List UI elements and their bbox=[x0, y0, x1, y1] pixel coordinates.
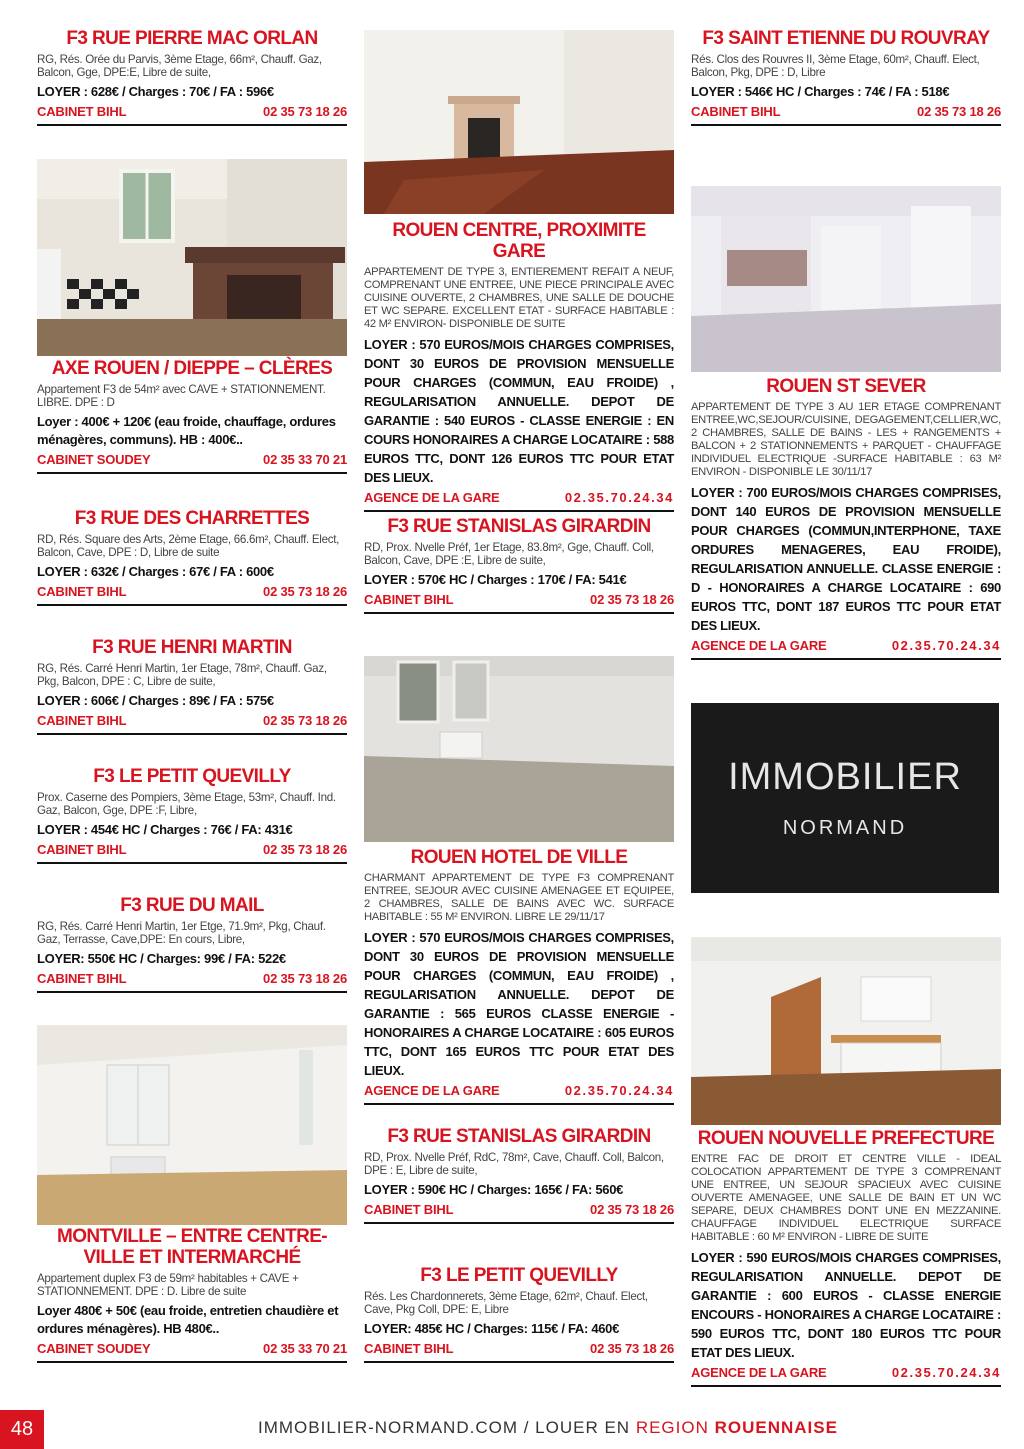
listing-contact bbox=[37, 452, 347, 474]
listing-title: AXE ROUEN / DIEPPE – CLÈRES bbox=[51, 358, 333, 379]
listing-card[interactable] bbox=[364, 1126, 674, 1224]
agency-phone[interactable]: 02 35 73 18 26 bbox=[590, 592, 674, 607]
page-number: 48 bbox=[0, 1410, 44, 1449]
listing-title: F3 RUE DES CHARRETTES bbox=[74, 508, 310, 529]
agency-name: CABINET SOUDEY bbox=[37, 452, 151, 467]
listing-contact bbox=[37, 713, 347, 735]
listing-rent: LOYER: 485€ HC / Charges: 115€ / FA: 460€ bbox=[364, 1321, 620, 1336]
footer-region-word: REGION bbox=[635, 1418, 715, 1437]
agency-name: CABINET BIHL bbox=[37, 842, 127, 857]
listing-photo bbox=[691, 937, 1001, 1125]
listing-description: RG, Rés. Carré Henri Martin, 1er Etage, 78m², Chauff. Gaz, Pkg, Balcon, DPE : C, Libre de suite, bbox=[37, 662, 327, 688]
listing-description: Rés. Les Chardonnerets, 3ème Etage, 62m², Chauf. Elect, Cave, Pkg Coll, DPE: E, Libre bbox=[364, 1290, 648, 1316]
footer-site[interactable]: IMMOBILIER-NORMAND.COM / LOUER EN bbox=[258, 1418, 636, 1437]
listing-title: ROUEN NOUVELLE PREFECTURE bbox=[697, 1128, 995, 1149]
agency-phone[interactable]: 02 35 73 18 26 bbox=[917, 104, 1001, 119]
agency-phone[interactable]: 02 35 33 70 21 bbox=[263, 452, 347, 467]
listing-card[interactable] bbox=[37, 28, 347, 126]
listing-description: Appartement duplex F3 de 59m² habitables + CAVE + STATIONNEMENT. DPE : D. Libre de suite bbox=[37, 1272, 299, 1298]
listing-rent: Loyer : 400€ + 120€ (eau froide, chauffage, ordures ménagères, communs). HB : 400€.. bbox=[37, 414, 336, 447]
listing-photo bbox=[37, 1025, 347, 1225]
listing-description: Rés. Clos des Rouvres II, 3ème Etage, 60m², Chauff. Elect, Balcon, Pkg, DPE : D, Libre bbox=[691, 53, 980, 79]
listing-description: APPARTEMENT DE TYPE 3, ENTIEREMENT REFAIT A NEUF, COMPRENANT UNE ENTREE, UNE PIECE PRINCIPALE AVEC CUISINE OUVERTE, 2 CHAMBRES, UNE SALLE DE DOUCHE ET WC SEPARE. EXCELLENT ETAT - SURFACE HABITABLE : 42 M² ENVIRON- DISPONIBLE DE SUITE bbox=[364, 266, 674, 330]
listing-contact bbox=[364, 592, 674, 614]
listing-rent: LOYER : 570 EUROS/MOIS CHARGES COMPRISES, DONT 30 EUROS DE PROVISION MENSUELLE POUR CHARGES (COMMUN, EAU FROIDE) , REGULARISATION ANNUELLE. DEPOT DE GARANTIE : 565 EUROS CLASSE ENERGIE -HONORAIRES A CHARGE LOCATAIRE : 605 EUROS TTC, DONT 165 EUROS TTC POUR ETAT DES LIEUX. bbox=[364, 930, 674, 1078]
agency-name: CABINET BIHL bbox=[37, 104, 127, 119]
listing-photo bbox=[364, 656, 674, 842]
agency-name: AGENCE DE LA GARE bbox=[364, 1083, 500, 1098]
agency-phone[interactable]: 02 35 73 18 26 bbox=[590, 1202, 674, 1217]
listing-contact bbox=[364, 1202, 674, 1224]
listing-title: ROUEN ST SEVER bbox=[766, 376, 926, 397]
agency-phone[interactable]: 02 35 73 18 26 bbox=[263, 971, 347, 986]
listing-description: RD, Prox. Nvelle Préf, 1er Etage, 83.8m², Gge, Chauff. Coll, Balcon, Cave, DPE :E, Libre de suite, bbox=[364, 541, 654, 567]
agency-phone[interactable]: 02 35 73 18 26 bbox=[263, 584, 347, 599]
listing-description: RG, Rés. Carré Henri Martin, 1er Etge, 71.9m², Pkg, Chauf. Gaz, Terrasse, Cave,DPE: En cours, Libre, bbox=[37, 920, 326, 946]
listing-title: F3 LE PETIT QUEVILLY bbox=[420, 1265, 618, 1286]
listing-photo bbox=[691, 186, 1001, 372]
listing-description: Appartement F3 de 54m² avec CAVE + STATIONNEMENT. LIBRE. DPE : D bbox=[37, 383, 326, 409]
agency-name: CABINET BIHL bbox=[37, 713, 127, 728]
listing-title: ROUEN CENTRE, PROXIMITE GARE bbox=[392, 220, 646, 262]
agency-name: CABINET BIHL bbox=[364, 592, 454, 607]
listing-description: CHARMANT APPARTEMENT DE TYPE F3 COMPRENANT ENTREE, SEJOUR AVEC CUISINE AMENAGEE ET EQUIPEE, 2 CHAMBRES, SALLE DE BAINS AVEC WC. SURFACE HABITABLE : 55 M² ENVIRON. LIBRE LE 29/11/17 bbox=[364, 872, 674, 923]
listing-description: APPARTEMENT DE TYPE 3 AU 1ER ETAGE COMPRENANT ENTREE,WC,SEJOUR/CUISINE, DEGAGEMENT,CELLIER,WC, 2 CHAMBRES, SALLE DE BAINS - LES + RANGEMENTS + BALCON + 2 STATIONNEMENTS + PARQUET - CHAUFFAGE INDIVIDUEL ELECTRIQUE -SURFACE HABITABLE : 63 M² ENVIRON - DISPONIBLE LE 30/11/17 bbox=[691, 401, 1001, 478]
listing-description: RD, Rés. Square des Arts, 2ème Etage, 66.6m², Chauff. Elect, Balcon, Cave, DPE : D, Libre de suite bbox=[37, 533, 340, 559]
listing-card[interactable] bbox=[691, 376, 1001, 660]
page-footer bbox=[0, 1410, 1024, 1449]
listing-card[interactable] bbox=[37, 358, 347, 474]
listing-rent: LOYER : 628€ / Charges : 70€ / FA : 596€ bbox=[37, 84, 274, 99]
agency-phone[interactable]: 02 35 73 18 26 bbox=[263, 842, 347, 857]
listing-card[interactable] bbox=[37, 508, 347, 606]
logo-title: IMMOBILIER bbox=[728, 756, 962, 798]
agency-phone[interactable]: 02 35 73 18 26 bbox=[590, 1341, 674, 1356]
listing-rent: LOYER : 570€ HC / Charges : 170€ / FA: 541€ bbox=[364, 572, 627, 587]
listing-title: F3 RUE HENRI MARTIN bbox=[92, 637, 292, 658]
listing-rent: LOYER : 606€ / Charges : 89€ / FA : 575€ bbox=[37, 693, 274, 708]
listing-description: RG, Rés. Orée du Parvis, 3ème Etage, 66m², Chauff. Gaz, Balcon, Gge, DPE:E, Libre de suite, bbox=[37, 53, 322, 79]
listing-photo bbox=[37, 159, 347, 356]
listing-rent: LOYER : 700 EUROS/MOIS CHARGES COMPRISES, DONT 140 EUROS DE PROVISION MENSUELLE POUR CHARGES (COMMUN,INTERPHONE, TAXE ORDURES MENAGERES, EAU FROIDE), REGULARISATION ANNUELLE. CLASSE ENERGIE : D - HONORAIRES A CHARGE LOCATAIRE : 690 EUROS TTC, DONT 187 EUROS TTC POUR ETAT DES LIEUX. bbox=[691, 485, 1001, 633]
listing-card[interactable] bbox=[364, 516, 674, 614]
agency-phone[interactable]: 02.35.70.24.34 bbox=[891, 1365, 1001, 1380]
agency-phone[interactable]: 02 35 73 18 26 bbox=[263, 104, 347, 119]
listing-card[interactable] bbox=[691, 28, 1001, 126]
listing-card[interactable] bbox=[37, 895, 347, 993]
listing-description: ENTRE FAC DE DROIT ET CENTRE VILLE - IDEAL COLOCATION APPARTEMENT DE TYPE 3 COMPRENANT UNE ENTREE, UN SEJOUR SPACIEUX AVEC CUISINE OUVERTE AMENAGEE, UNE SALLE DE BAIN ET UN WC SEPARE, DEUX CHAMBRES DONT UNE EN MEZZANINE. CHAUFFAGE INDIVIDUEL ELECTRIQUE SURFACE HABITABLE : 60 M² ENVIRON - LIBRE DE SUITE bbox=[691, 1153, 1001, 1243]
listing-rent: LOYER: 550€ HC / Charges: 99€ / FA: 522€ bbox=[37, 951, 286, 966]
listing-title: F3 RUE STANISLAS GIRARDIN bbox=[387, 516, 651, 537]
listing-contact bbox=[691, 1365, 1001, 1387]
listing-description: Prox. Caserne des Pompiers, 3ème Etage, 53m², Chauff. Ind. Gaz, Balcon, Gge, DPE :F, Libre, bbox=[37, 791, 336, 817]
listing-card[interactable] bbox=[364, 220, 674, 512]
listing-title: F3 RUE DU MAIL bbox=[120, 895, 264, 916]
listing-title: F3 LE PETIT QUEVILLY bbox=[93, 766, 291, 787]
listing-title: F3 SAINT ETIENNE DU ROUVRAY bbox=[702, 28, 990, 49]
agency-name: CABINET SOUDEY bbox=[37, 1341, 151, 1356]
listing-contact bbox=[691, 104, 1001, 126]
logo-subtitle: NORMAND bbox=[782, 817, 908, 839]
footer-text bbox=[258, 1418, 838, 1438]
agency-name: CABINET BIHL bbox=[364, 1341, 454, 1356]
listing-card[interactable] bbox=[364, 847, 674, 1105]
listing-rent: Loyer 480€ + 50€ (eau froide, entretien chaudière et ordures ménagères). HB 480€.. bbox=[37, 1303, 339, 1336]
agency-name: CABINET BIHL bbox=[37, 584, 127, 599]
agency-phone[interactable]: 02.35.70.24.34 bbox=[564, 1083, 674, 1098]
agency-phone[interactable]: 02.35.70.24.34 bbox=[564, 490, 674, 505]
listing-rent: LOYER : 590€ HC / Charges: 165€ / FA: 560€ bbox=[364, 1182, 624, 1197]
listing-rent: LOYER : 454€ HC / Charges : 76€ / FA: 431€ bbox=[37, 822, 293, 837]
listing-rent: LOYER : 590 EUROS/MOIS CHARGES COMPRISES, REGULARISATION ANNUELLE. DEPOT DE GARANTIE : 600 EUROS - CLASSE ENERGIE ENCOURS - HONORAIRES A CHARGE LOCATAIRE : 590 EUROS TTC, DONT 180 EUROS TTC POUR ETAT DES LIEUX. bbox=[691, 1250, 1001, 1360]
agency-phone[interactable]: 02 35 33 70 21 bbox=[263, 1341, 347, 1356]
listing-card[interactable] bbox=[37, 766, 347, 864]
listing-card[interactable] bbox=[691, 1128, 1001, 1387]
listing-rent: LOYER : 570 EUROS/MOIS CHARGES COMPRISES, DONT 30 EUROS DE PROVISION MENSUELLE POUR CHARGES (COMMUN, EAU FROIDE) , REGULARISATION ANNUELLE. DEPOT DE GARANTIE : 540 EUROS - CLASSE ENERGIE : EN COURS HONORAIRES A CHARGE LOCATAIRE : 588 EUROS TTC, DONT 126 EUROS TTC POUR ETAT DES LIEUX. bbox=[364, 337, 674, 485]
agency-phone[interactable]: 02.35.70.24.34 bbox=[891, 638, 1001, 653]
listing-title: MONTVILLE – ENTRE CENTRE-VILLE ET INTERMARCHÉ bbox=[56, 1226, 327, 1268]
agency-phone[interactable]: 02 35 73 18 26 bbox=[263, 713, 347, 728]
listing-contact bbox=[37, 1341, 347, 1363]
listing-contact bbox=[37, 104, 347, 126]
listing-contact bbox=[37, 971, 347, 993]
listing-card[interactable] bbox=[37, 637, 347, 735]
brand-logo bbox=[691, 703, 999, 893]
agency-name: CABINET BIHL bbox=[691, 104, 781, 119]
listing-contact bbox=[364, 490, 674, 512]
listing-contact bbox=[364, 1341, 674, 1363]
listing-title: F3 RUE PIERRE MAC ORLAN bbox=[66, 28, 318, 49]
listing-card[interactable] bbox=[364, 1265, 674, 1363]
agency-name: CABINET BIHL bbox=[37, 971, 127, 986]
agency-name: AGENCE DE LA GARE bbox=[691, 1365, 827, 1380]
listing-rent: LOYER : 546€ HC / Charges : 74€ / FA : 518€ bbox=[691, 84, 950, 99]
listing-contact bbox=[364, 1083, 674, 1105]
listing-contact bbox=[691, 638, 1001, 660]
listing-photo bbox=[364, 30, 674, 214]
listing-contact bbox=[37, 584, 347, 606]
listing-card[interactable] bbox=[37, 1226, 347, 1363]
agency-name: CABINET BIHL bbox=[364, 1202, 454, 1217]
agency-name: AGENCE DE LA GARE bbox=[691, 638, 827, 653]
listing-contact bbox=[37, 842, 347, 864]
listing-rent: LOYER : 632€ / Charges : 67€ / FA : 600€ bbox=[37, 564, 274, 579]
listing-description: RD, Prox. Nvelle Préf, RdC, 78m², Cave, Chauff. Coll, Balcon, DPE : E, Libre de suite, bbox=[364, 1151, 664, 1177]
agency-name: AGENCE DE LA GARE bbox=[364, 490, 500, 505]
listing-title: F3 RUE STANISLAS GIRARDIN bbox=[387, 1126, 651, 1147]
footer-city: ROUENNAISE bbox=[714, 1418, 838, 1437]
listing-title: ROUEN HOTEL DE VILLE bbox=[410, 847, 628, 868]
